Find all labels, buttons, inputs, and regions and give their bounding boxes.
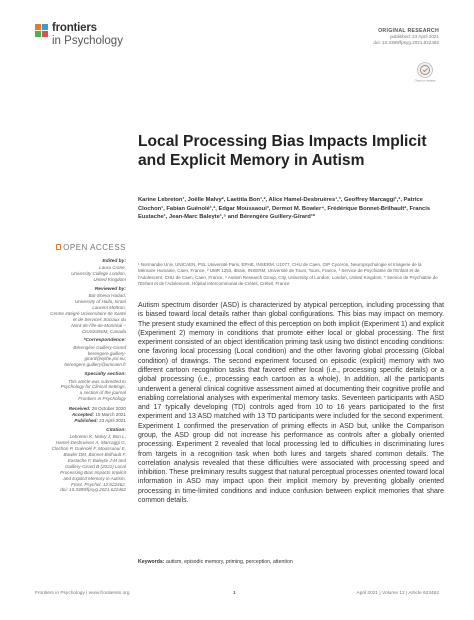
article-type: ORIGINAL RESEARCH — [378, 28, 439, 34]
correspondence[interactable]: Bérengère Guillery-Girard berengere.guillery- girard@ephe.psl.eu; berengere.guillery@unicaen.fr — [64, 344, 126, 368]
frontiers-logo-icon — [35, 24, 49, 38]
citation-heading: Citation: — [106, 428, 126, 434]
open-access-label: OPEN ACCESS — [35, 243, 126, 252]
abstract: Autism spectrum disorder (ASD) is characterized by atypical perception, including processing that is biased toward local details rather than global configurations. This bias may impact on memory. The present study examined the effect of this perception on both implicit (Experiment 1) and explicit (Experiment 2) memory in conditions that promote either local or global processing. The first experiment consisted of an object identification priming task using two distinct encoding conditions: one favoring local processing (Local condition) and the other favoring global processing (Global condition) of drawings. The second experiment focused on episodic (explicit) memory with two different cartoon recognition tasks that favored either local (i.e., processing specific details) or a global processing (i.e., processing each cartoon as a whole). In addition, all the participants underwent a general clinical cognitive assessment aimed at documenting their cognitive profile and enabling correlational analyses with experimental memory tasks. Seventeen participants with ASD and 17 typically developing (TD) controls aged from 10 to 16 years participated to the first experiment and 13 ASD matched with 13 TD participants were included for the second experiment. Experiment 1 confirmed the preservation of priming effects in ASD but, unlike the Comparison group, the ASD group did not increase his performance as controls after a globally oriented processing. Experiment 2 revealed that local processing led to difficulties in discriminating lures from targets in a recognition task when both lures and targets shared common details. The correlation analysis revealed that these difficulties were associated with processing speed and inhibition. These preliminary results suggest that natural perceptual processes oriented toward local information in ASD may impact upon their implicit memory by preventing globally oriented processing in time-limited conditions and induce confusion between explicit memories that share common details. — [138, 302, 444, 504]
open-lock-icon — [56, 244, 61, 250]
specialty-heading: Specialty section: — [84, 372, 126, 378]
logo-wordmark: frontiers — [52, 22, 97, 34]
footer-journal[interactable]: Frontiers in Psychology | www.frontiersin.org — [35, 591, 130, 596]
author-list: Karine Lebreton¹, Joëlle Malvy², Laetitia Bon¹,², Alice Hamel-Desbruères¹,³, Geoffrey Marcaggi¹,², Patrice Clochon¹, Fabian Guénolé¹,², Edgar Moussaoui³, Dermot M. Bowler⁴, Frédérique Bonnet-Brilhault², Francis Eustache¹, Jean-Marc Baleyte¹,⁵ and Bérengère Guillery-Girard¹* — [138, 197, 431, 221]
reviewed-by-heading: Reviewed by: — [94, 286, 126, 292]
reviewed-by: Bat-Sheva Hadad, University of Haifa, Israel Laurent Mottron, Centre Intégré Universitaire de Santé et de Services Sociaux du Nord-de-l'Île-de-Montréal – CIUSSSNIM, Canada — [50, 293, 126, 334]
journal-logo[interactable] — [35, 22, 145, 52]
published-date-sidebar: Published: 23 April 2021 — [74, 418, 126, 424]
logo-journal-name: in Psychology — [52, 35, 123, 47]
keywords-list: autism, episodic memory, priming, perception, attention — [165, 559, 293, 565]
citation: Lebreton K, Malvy J, Bon L, Hamel-Desbruères A, Marcaggi G, Clochon P, Guénolé F, Moussaoui E, Bowler DM, Bonnet-Brilhault F, Eustache F, Baleyte J-M and Guillery-Girard B (2021) Local Processing Bias Impacts Implicit and Explicit Memory in Autism. Front. Psychol. 12:622462. doi: 10.3389/fpsyg.2021.622462 — [51, 434, 126, 493]
keywords-label: Keywords: — [138, 559, 165, 565]
article-doi[interactable]: doi: 10.3389/fpsyg.2021.622462 — [373, 40, 439, 45]
page-number: 1 — [233, 591, 236, 596]
footer-volume: April 2021 | Volume 12 | Article 622462 — [356, 591, 439, 596]
badge-label: Check for updates — [414, 79, 436, 83]
received-date: Received: 28 October 2020 — [68, 406, 126, 412]
keywords — [138, 559, 444, 565]
article-title: Local Processing Bias Impacts Implicit and Explicit Memory in Autism — [138, 133, 427, 169]
specialty-section: This article was submitted to Psychology for Clinical Settings, a section of the journal Frontiers in Psychology — [60, 378, 126, 402]
published-date: published: 23 April 2021 — [389, 34, 439, 39]
article-dates — [35, 406, 126, 424]
affiliations: ¹ Normandie Univ, UNICAEN, PSL Université Paris, EPHE, INSERM, U1077, CHU de Caen, GIP Cyceron, Neuropsychologie et Imagerie de la Mémoire Humaine, Caen, France, ² UMR 1253, iBrain, INSERM, Université de Tours, Tours, France, ³ Service de Psychiatrie de l'Enfant et de l'Adolescent, CHU de Caen, Caen, France, ⁴ Autism Research Group, City, University of London, London, United Kingdom, ⁵ Service de Psychiatrie de l'Enfant et de l'Adolescent, Hôpital Intercommunal de Créteil, Créteil, France — [138, 262, 438, 286]
accepted-date: Accepted: 15 March 2021 — [71, 412, 126, 418]
article-sidebar — [35, 243, 126, 497]
edited-by: Laura Crane, University College London, United Kingdom — [71, 265, 126, 283]
check-for-updates-icon[interactable] — [414, 61, 436, 83]
page-footer — [35, 591, 439, 599]
correspondence-heading: *Correspondence: — [83, 338, 126, 344]
article-meta — [279, 28, 439, 46]
edited-by-heading: Edited by: — [102, 259, 126, 264]
